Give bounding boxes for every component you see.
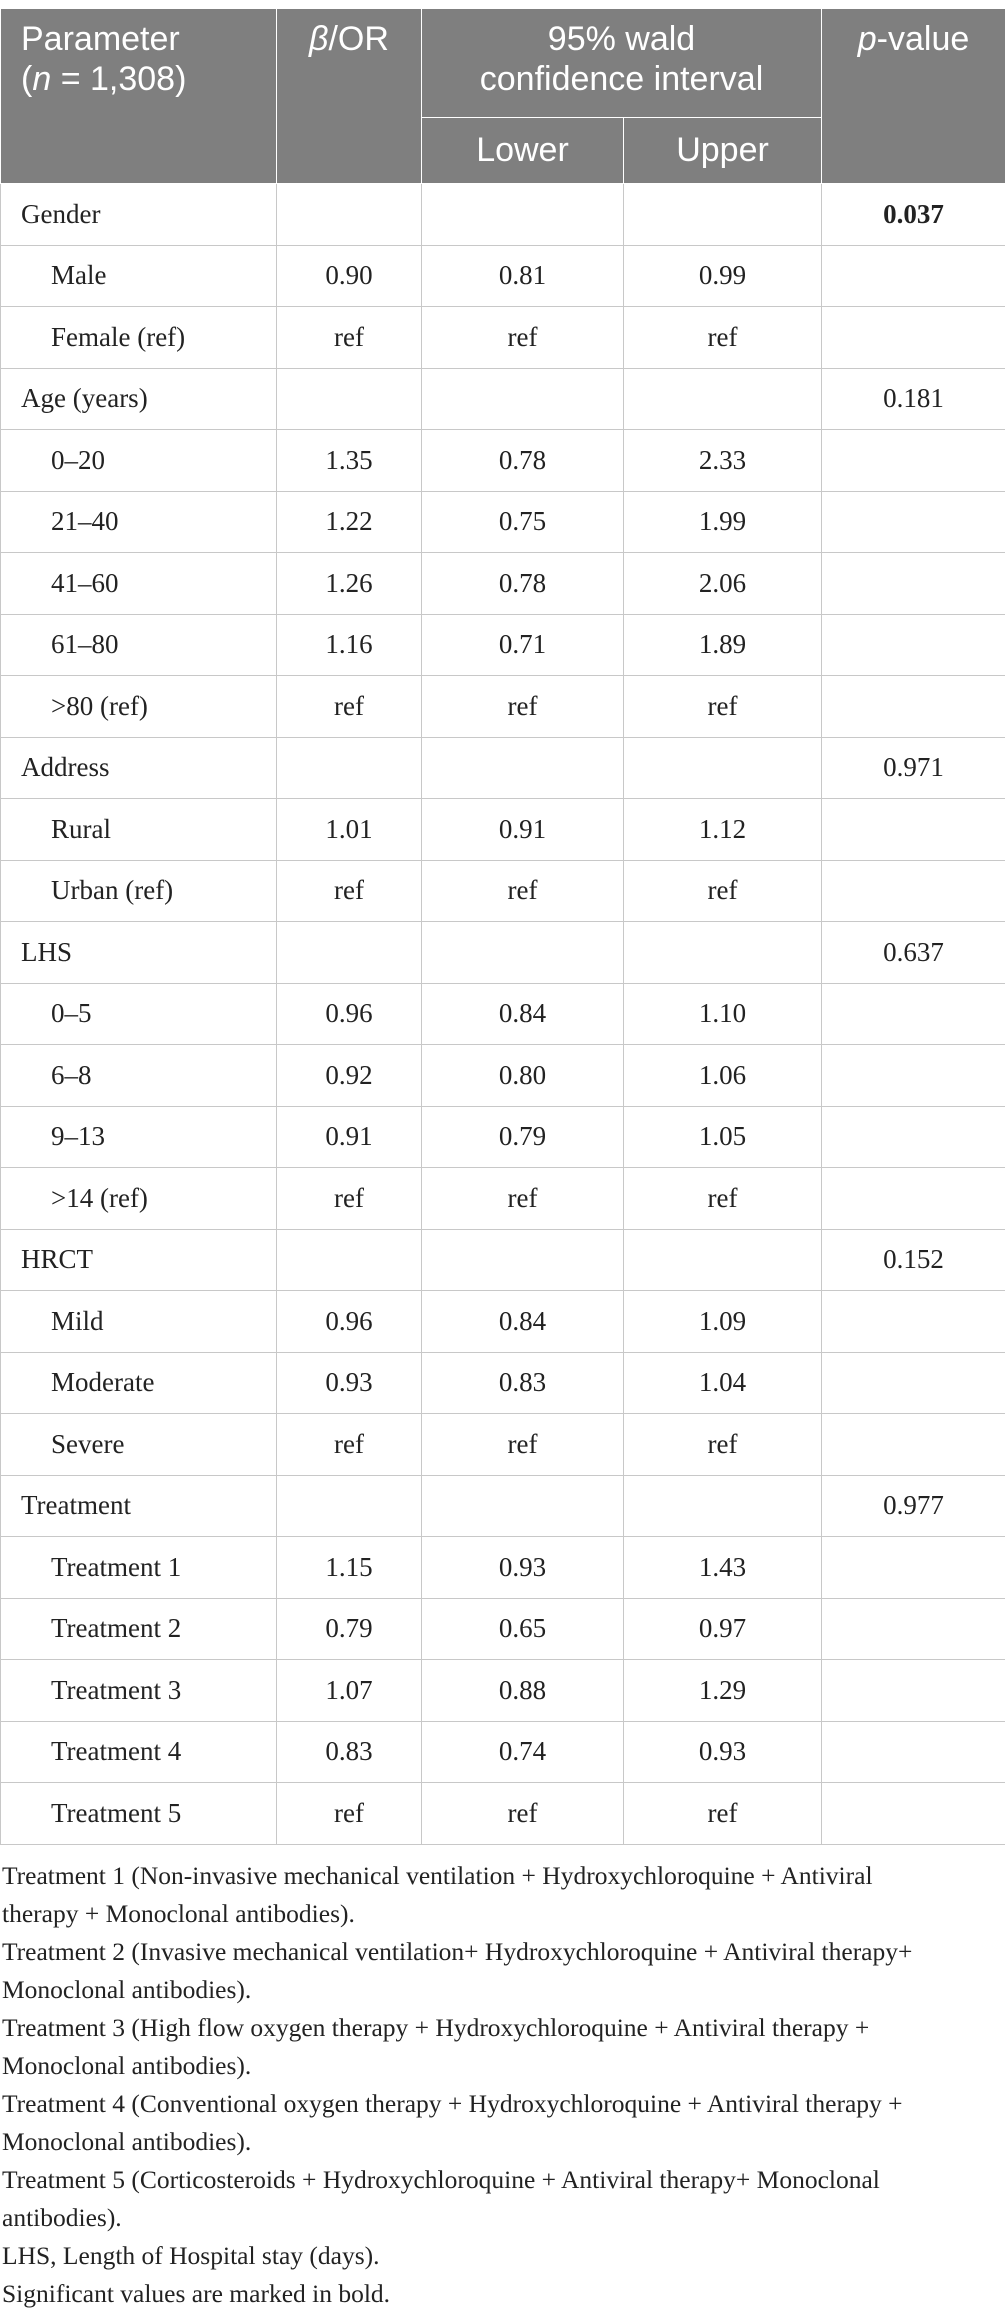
header-lower: Lower — [422, 118, 624, 184]
cell-ci-lower: 0.78 — [422, 430, 624, 492]
footnote-treatment-1 — [2, 1857, 1005, 1933]
cell-ci-lower: 0.79 — [422, 1106, 624, 1168]
cell-p-value: 0.037 — [822, 184, 1005, 246]
cell-beta-or: 0.96 — [277, 983, 422, 1045]
cell-ci-upper — [624, 368, 822, 430]
cell-ci-upper — [624, 184, 822, 246]
cell-ci-upper — [624, 1475, 822, 1537]
cell-ci-upper: 1.89 — [624, 614, 822, 676]
header-beta-rest: /OR — [328, 20, 389, 58]
cell-parameter: >80 (ref) — [1, 676, 277, 738]
cell-p-value — [822, 1660, 1005, 1722]
cell-parameter: 61–80 — [1, 614, 277, 676]
cell-ci-lower: 0.81 — [422, 245, 624, 307]
cell-parameter: Treatment — [1, 1475, 277, 1537]
table-row — [1, 1168, 1005, 1230]
cell-p-value — [822, 491, 1005, 553]
cell-ci-upper: ref — [624, 307, 822, 369]
header-p-rest: -value — [876, 20, 970, 58]
cell-beta-or: 0.91 — [277, 1106, 422, 1168]
cell-beta-or — [277, 922, 422, 984]
cell-ci-upper: 0.93 — [624, 1721, 822, 1783]
cell-parameter: Treatment 2 — [1, 1598, 277, 1660]
footnote-treatment-4 — [2, 2085, 1005, 2161]
cell-parameter: HRCT — [1, 1229, 277, 1291]
cell-parameter: Treatment 5 — [1, 1783, 277, 1845]
cell-p-value: 0.637 — [822, 922, 1005, 984]
footnote-t4-line2: Monoclonal antibodies). — [2, 2126, 252, 2156]
cell-ci-lower: 0.78 — [422, 553, 624, 615]
results-table-container — [0, 8, 1005, 2313]
cell-p-value — [822, 1045, 1005, 1107]
header-parameter-line1: Parameter — [21, 20, 180, 58]
table-row — [1, 1783, 1005, 1845]
cell-beta-or: ref — [277, 860, 422, 922]
cell-parameter: Urban (ref) — [1, 860, 277, 922]
footnote-t3-line1: Treatment 3 (High flow oxygen therapy + Hydroxychloroquine + Antiviral therapy + — [2, 2012, 870, 2042]
header-p-value — [822, 9, 1005, 184]
cell-beta-or: 0.96 — [277, 1291, 422, 1353]
cell-ci-lower: 0.71 — [422, 614, 624, 676]
header-paren: ( — [21, 60, 33, 98]
cell-ci-upper: 1.09 — [624, 1291, 822, 1353]
cell-ci-upper — [624, 922, 822, 984]
cell-beta-or — [277, 184, 422, 246]
cell-beta-or: ref — [277, 307, 422, 369]
cell-ci-upper — [624, 737, 822, 799]
footnote-lhs: LHS, Length of Hospital stay (days). — [2, 2240, 380, 2270]
table-row — [1, 430, 1005, 492]
header-beta-or — [277, 9, 422, 184]
cell-beta-or: 0.90 — [277, 245, 422, 307]
table-row — [1, 1660, 1005, 1722]
cell-ci-lower: ref — [422, 676, 624, 738]
cell-parameter: 9–13 — [1, 1106, 277, 1168]
cell-ci-lower: ref — [422, 1783, 624, 1845]
cell-parameter: 21–40 — [1, 491, 277, 553]
header-parameter-line2 — [21, 59, 276, 99]
cell-ci-lower: 0.65 — [422, 1598, 624, 1660]
table-row — [1, 860, 1005, 922]
header-p-italic: p — [857, 20, 877, 58]
cell-ci-lower: ref — [422, 307, 624, 369]
cell-ci-lower — [422, 184, 624, 246]
header-n: n — [32, 60, 52, 98]
cell-beta-or: 0.79 — [277, 1598, 422, 1660]
table-row — [1, 676, 1005, 738]
cell-parameter: Female (ref) — [1, 307, 277, 369]
table-group-row — [1, 1229, 1005, 1291]
cell-parameter: Address — [1, 737, 277, 799]
table-row — [1, 553, 1005, 615]
table-row — [1, 491, 1005, 553]
footnote-treatment-2 — [2, 1933, 1005, 2009]
cell-ci-lower — [422, 1229, 624, 1291]
cell-ci-upper: 1.06 — [624, 1045, 822, 1107]
cell-ci-upper: 1.05 — [624, 1106, 822, 1168]
cell-p-value — [822, 1537, 1005, 1599]
table-row — [1, 1598, 1005, 1660]
footnote-t4-line1: Treatment 4 (Conventional oxygen therapy + Hydroxychloroquine + Antiviral therapy + — [2, 2088, 903, 2118]
table-row — [1, 245, 1005, 307]
cell-beta-or: 0.83 — [277, 1721, 422, 1783]
cell-ci-lower: ref — [422, 860, 624, 922]
cell-ci-upper: ref — [624, 1414, 822, 1476]
footnote-t5-line1: Treatment 5 (Corticosteroids + Hydroxychloroquine + Antiviral therapy+ Monoclonal — [2, 2164, 880, 2194]
cell-ci-lower: ref — [422, 1168, 624, 1230]
cell-p-value — [822, 245, 1005, 307]
table-row — [1, 1045, 1005, 1107]
cell-beta-or: 0.92 — [277, 1045, 422, 1107]
cell-parameter: 0–20 — [1, 430, 277, 492]
cell-parameter: 6–8 — [1, 1045, 277, 1107]
cell-beta-or: ref — [277, 1783, 422, 1845]
cell-ci-lower — [422, 1475, 624, 1537]
header-confidence-interval — [422, 9, 822, 118]
cell-parameter: Moderate — [1, 1352, 277, 1414]
cell-beta-or: 1.26 — [277, 553, 422, 615]
cell-ci-lower: 0.80 — [422, 1045, 624, 1107]
cell-ci-lower: ref — [422, 1414, 624, 1476]
cell-ci-lower — [422, 922, 624, 984]
cell-p-value — [822, 430, 1005, 492]
footnote-t1-line1: Treatment 1 (Non-invasive mechanical ventilation + Hydroxychloroquine + Antiviral — [2, 1860, 873, 1890]
table-header — [1, 9, 1005, 184]
cell-p-value: 0.977 — [822, 1475, 1005, 1537]
cell-parameter: 41–60 — [1, 553, 277, 615]
table-group-row — [1, 368, 1005, 430]
footnote-significant: Significant values are marked in bold. — [2, 2278, 391, 2308]
cell-parameter: LHS — [1, 922, 277, 984]
cell-p-value: 0.152 — [822, 1229, 1005, 1291]
cell-beta-or: 0.93 — [277, 1352, 422, 1414]
cell-p-value — [822, 614, 1005, 676]
cell-ci-upper — [624, 1229, 822, 1291]
cell-parameter: Treatment 1 — [1, 1537, 277, 1599]
cell-beta-or — [277, 737, 422, 799]
footnote-t1-line2: therapy + Monoclonal antibodies). — [2, 1898, 355, 1928]
cell-parameter: Treatment 4 — [1, 1721, 277, 1783]
footnote-t3-line2: Monoclonal antibodies). — [2, 2050, 252, 2080]
cell-beta-or: 1.16 — [277, 614, 422, 676]
cell-p-value — [822, 1783, 1005, 1845]
cell-p-value — [822, 1291, 1005, 1353]
cell-ci-upper: 1.43 — [624, 1537, 822, 1599]
table-row — [1, 983, 1005, 1045]
cell-p-value — [822, 1414, 1005, 1476]
cell-beta-or: ref — [277, 1168, 422, 1230]
cell-p-value — [822, 553, 1005, 615]
results-table — [0, 8, 1005, 1845]
cell-ci-upper: 0.99 — [624, 245, 822, 307]
cell-ci-lower: 0.74 — [422, 1721, 624, 1783]
table-row — [1, 1537, 1005, 1599]
cell-beta-or: 1.35 — [277, 430, 422, 492]
cell-ci-lower — [422, 737, 624, 799]
header-upper: Upper — [624, 118, 822, 184]
footnote-t2-line2: Monoclonal antibodies). — [2, 1974, 252, 2004]
cell-ci-upper: ref — [624, 1783, 822, 1845]
cell-parameter: Mild — [1, 1291, 277, 1353]
table-group-row — [1, 737, 1005, 799]
cell-ci-lower: 0.83 — [422, 1352, 624, 1414]
cell-parameter: Severe — [1, 1414, 277, 1476]
table-row — [1, 614, 1005, 676]
cell-ci-lower: 0.93 — [422, 1537, 624, 1599]
cell-parameter: Age (years) — [1, 368, 277, 430]
cell-p-value — [822, 1721, 1005, 1783]
cell-beta-or: 1.22 — [277, 491, 422, 553]
cell-beta-or — [277, 368, 422, 430]
footnote-treatment-5 — [2, 2161, 1005, 2237]
cell-beta-or: ref — [277, 1414, 422, 1476]
cell-p-value — [822, 983, 1005, 1045]
table-row — [1, 1291, 1005, 1353]
footnote-treatment-3 — [2, 2009, 1005, 2085]
cell-ci-upper: ref — [624, 1168, 822, 1230]
cell-beta-or: 1.15 — [277, 1537, 422, 1599]
table-group-row — [1, 1475, 1005, 1537]
cell-p-value — [822, 1352, 1005, 1414]
footnote-t5-line2: antibodies). — [2, 2202, 122, 2232]
table-row — [1, 307, 1005, 369]
cell-ci-lower: 0.88 — [422, 1660, 624, 1722]
cell-ci-upper: 1.12 — [624, 799, 822, 861]
cell-parameter: Gender — [1, 184, 277, 246]
header-beta-symbol: β — [309, 20, 329, 58]
cell-ci-lower: 0.84 — [422, 983, 624, 1045]
cell-parameter: Male — [1, 245, 277, 307]
cell-ci-upper: ref — [624, 860, 822, 922]
cell-ci-upper: 1.04 — [624, 1352, 822, 1414]
cell-ci-upper: 1.10 — [624, 983, 822, 1045]
table-row — [1, 1721, 1005, 1783]
header-ci-line1: 95% wald — [547, 20, 696, 58]
table-group-row — [1, 184, 1005, 246]
cell-beta-or: 1.07 — [277, 1660, 422, 1722]
cell-p-value — [822, 799, 1005, 861]
cell-beta-or: 1.01 — [277, 799, 422, 861]
cell-ci-upper: 2.06 — [624, 553, 822, 615]
cell-parameter: Rural — [1, 799, 277, 861]
table-footnotes — [0, 1857, 1005, 2313]
table-row — [1, 1106, 1005, 1168]
cell-p-value — [822, 307, 1005, 369]
cell-ci-lower: 0.75 — [422, 491, 624, 553]
cell-p-value — [822, 676, 1005, 738]
header-parameter — [1, 9, 277, 184]
cell-p-value — [822, 1106, 1005, 1168]
header-n-value: = 1,308) — [51, 60, 187, 98]
table-row — [1, 1414, 1005, 1476]
cell-beta-or — [277, 1229, 422, 1291]
cell-ci-upper: 2.33 — [624, 430, 822, 492]
cell-ci-upper: ref — [624, 676, 822, 738]
cell-parameter: Treatment 3 — [1, 1660, 277, 1722]
cell-ci-lower: 0.91 — [422, 799, 624, 861]
cell-ci-lower: 0.84 — [422, 1291, 624, 1353]
cell-p-value — [822, 860, 1005, 922]
cell-parameter: 0–5 — [1, 983, 277, 1045]
table-row — [1, 1352, 1005, 1414]
table-body — [1, 184, 1005, 1845]
cell-p-value — [822, 1598, 1005, 1660]
cell-ci-upper: 1.29 — [624, 1660, 822, 1722]
footnote-t2-line1: Treatment 2 (Invasive mechanical ventilation+ Hydroxychloroquine + Antiviral therapy+ — [2, 1936, 913, 1966]
cell-ci-upper: 0.97 — [624, 1598, 822, 1660]
cell-p-value: 0.971 — [822, 737, 1005, 799]
cell-beta-or — [277, 1475, 422, 1537]
cell-ci-lower — [422, 368, 624, 430]
cell-ci-upper: 1.99 — [624, 491, 822, 553]
cell-parameter: >14 (ref) — [1, 1168, 277, 1230]
cell-p-value: 0.181 — [822, 368, 1005, 430]
table-group-row — [1, 922, 1005, 984]
cell-beta-or: ref — [277, 676, 422, 738]
header-ci-line2: confidence interval — [479, 60, 764, 98]
cell-p-value — [822, 1168, 1005, 1230]
table-row — [1, 799, 1005, 861]
